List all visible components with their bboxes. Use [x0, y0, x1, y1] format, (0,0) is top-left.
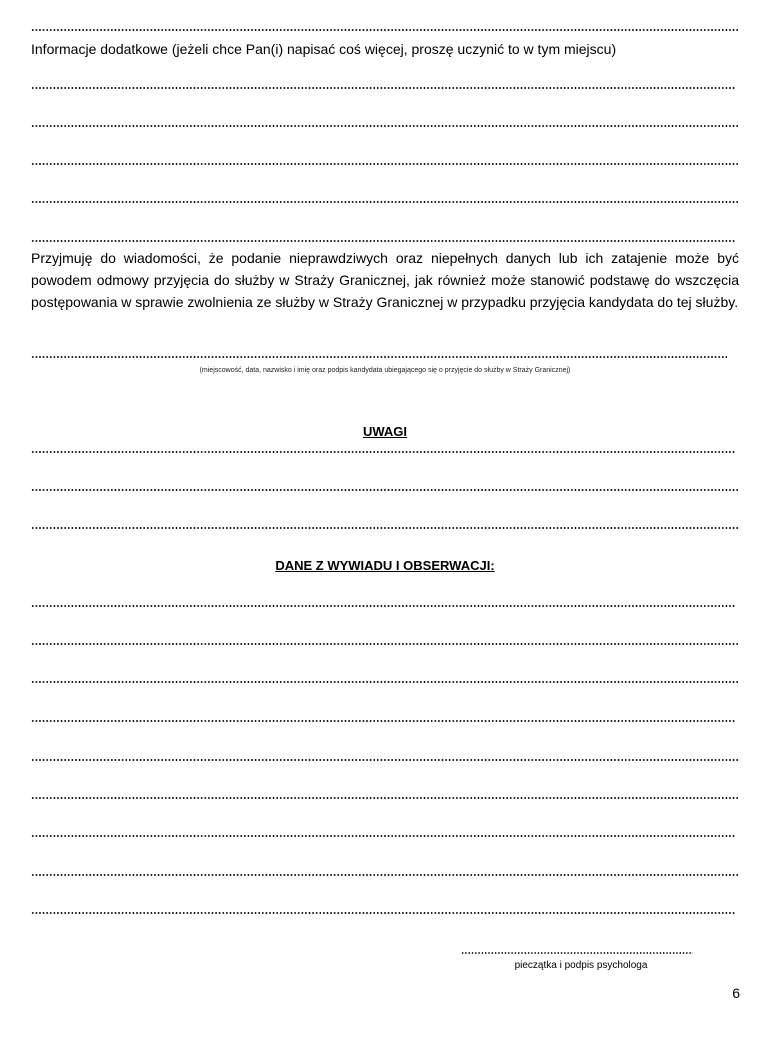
answer-line[interactable]	[31, 161, 739, 167]
interview-line[interactable]	[31, 872, 739, 878]
interview-line[interactable]	[31, 757, 739, 763]
remarks-line[interactable]	[31, 449, 735, 455]
remarks-line[interactable]	[31, 525, 739, 531]
answer-line[interactable]	[31, 199, 739, 205]
signature-caption: (miejscowość, data, nazwisko i imię oraz podpis kandydata ubiegającego się o przyjęcie do służby w Straży Granicznej)	[199, 367, 571, 374]
interview-line[interactable]	[31, 833, 735, 839]
answer-line[interactable]	[31, 238, 735, 244]
additional-info-prompt: Informacje dodatkowe (jeżeli chce Pan(i) napisać coś więcej, proszę uczynić to w tym miejscu)	[31, 41, 617, 57]
interview-line[interactable]	[31, 603, 735, 609]
interview-line[interactable]	[31, 679, 739, 685]
interview-line[interactable]	[31, 795, 739, 801]
signature-line[interactable]	[31, 354, 727, 360]
psychologist-signature-label: pieczątka i podpis psychologa	[514, 960, 648, 971]
psychologist-signature-line[interactable]	[461, 950, 693, 956]
interview-line[interactable]	[31, 718, 735, 724]
answer-line[interactable]	[31, 85, 735, 91]
interview-line[interactable]	[31, 910, 735, 916]
remarks-heading: UWAGI	[362, 424, 408, 439]
declaration-text: Przyjmuję do wiadomości, że podanie nieprawdziwych oraz niepełnych danych lub ich zatajenie może być powodem odmowy przyjęcia do służby w Straży Granicznej, jak również może stanowić podstawę do wszczęcia postępowania w sprawie zwolnienia ze służby w Straży Granicznej w przypadku przyjęcia kandydata do tej służby.	[31, 250, 739, 310]
remarks-line[interactable]	[31, 487, 739, 493]
answer-line[interactable]	[31, 123, 739, 129]
interview-line[interactable]	[31, 641, 739, 647]
interview-heading: DANE Z WYWIADU I OBSERWACJI:	[275, 558, 495, 573]
page-number: 6	[732, 985, 740, 1001]
answer-line[interactable]	[31, 27, 739, 33]
